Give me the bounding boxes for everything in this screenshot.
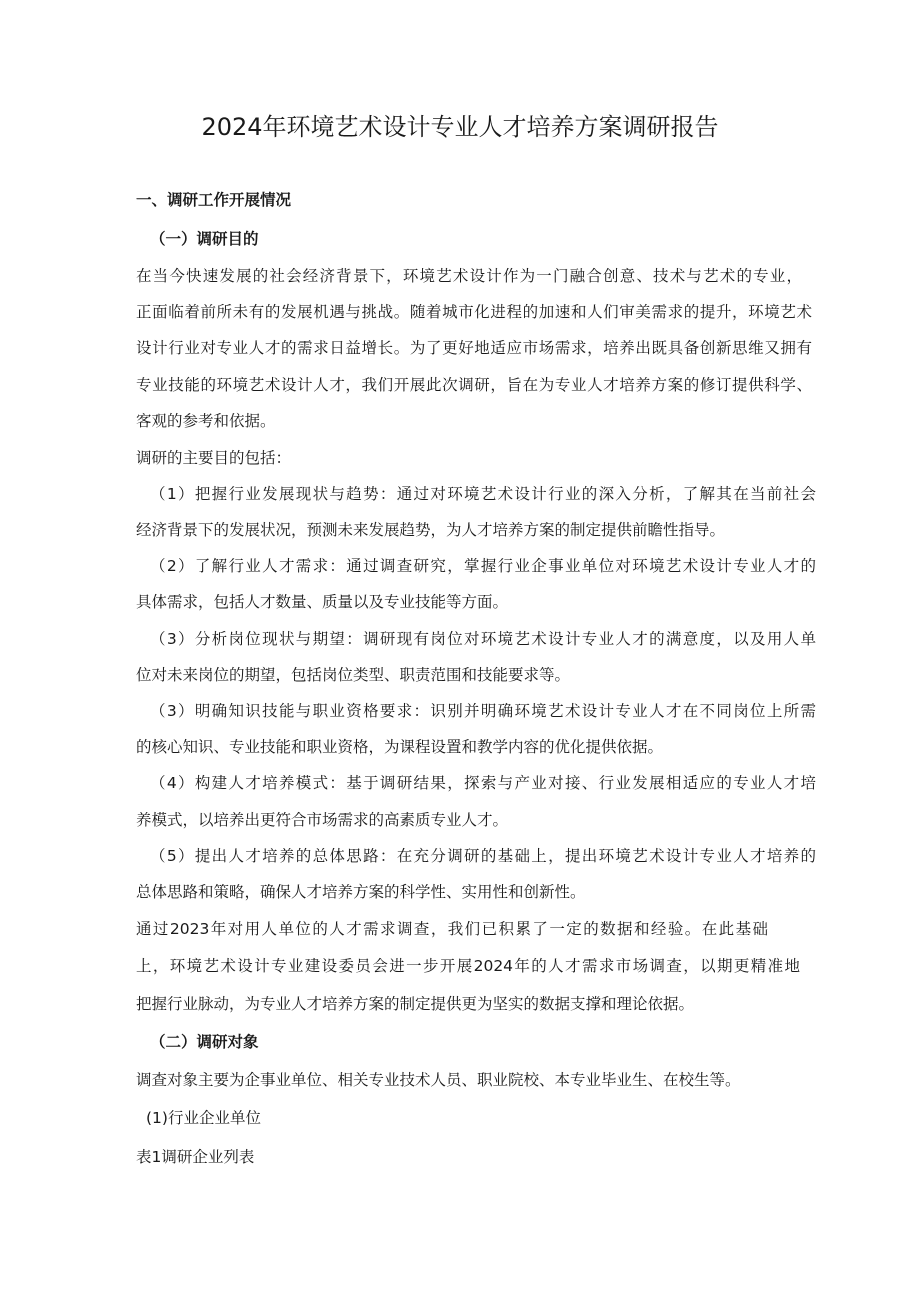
objects-item-1: (1)行业企业单位 (146, 1109, 261, 1127)
purpose-item-line: 养模式，以培养出更符合市场需求的高素质专业人才。 (136, 811, 509, 829)
survey-line-3: 把握行业脉动，为专业人才培养方案的制定提供更为坚实的数据支撑和理论依据。 (136, 995, 695, 1013)
purpose-item-line: 经济背景下的发展状况，预测未来发展趋势，为人才培养方案的制定提供前瞻性指导。 (136, 521, 726, 539)
purpose-item-line: 位对未来岗位的期望，包括岗位类型、职责范围和技能要求等。 (136, 666, 571, 684)
intro-line-2: 正面临着前所未有的发展机遇与挑战。随着城市化进程的加速和人们审美需求的提升，环境艺术 (136, 303, 812, 321)
section-heading: 一、调研工作开展情况 (136, 191, 292, 209)
purpose-item-line: （3）分析岗位现状与期望：调研现有岗位对环境艺术设计专业人才的满意度，以及用人单 (150, 630, 816, 648)
document-title: 2024年环境艺术设计专业人才培养方案调研报告 (201, 113, 719, 141)
purpose-item-line: （3）明确知识技能与职业资格要求：识别并明确环境艺术设计专业人才在不同岗位上所需 (150, 702, 816, 720)
purpose-item-line: （5）提出人才培养的总体思路：在充分调研的基础上，提出环境艺术设计专业人才培养的 (150, 847, 816, 865)
subsection-heading-purpose: （一）调研目的 (150, 230, 259, 248)
purpose-item-line: 具体需求，包括人才数量、质量以及专业技能等方面。 (136, 593, 509, 611)
survey-line-2: 上，环境艺术设计专业建设委员会进一步开展2024年的人才需求市场调查，以期更精准地 (136, 957, 800, 975)
purpose-item-line: （4）构建人才培养模式：基于调研结果，探索与产业对接、行业发展相适应的专业人才培 (150, 774, 816, 792)
intro-line-5: 客观的参考和依据。 (136, 412, 276, 430)
intro-line-4: 专业技能的环境艺术设计人才，我们开展此次调研，旨在为专业人才培养方案的修订提供科学、 (136, 376, 812, 394)
purpose-item-line: （2）了解行业人才需求：通过调查研究，掌握行业企事业单位对环境艺术设计专业人才的 (150, 557, 816, 575)
subsection-heading-objects: （二）调研对象 (150, 1033, 259, 1051)
table-caption: 表1调研企业列表 (136, 1148, 255, 1166)
purposes-intro: 调研的主要目的包括： (136, 449, 292, 467)
purpose-item-line: 总体思路和策略，确保人才培养方案的科学性、实用性和创新性。 (136, 883, 586, 901)
purpose-item-line: （1）把握行业发展现状与趋势：通过对环境艺术设计行业的深入分析，了解其在当前社会 (150, 485, 816, 503)
intro-line-1: 在当今快速发展的社会经济背景下，环境艺术设计作为一门融合创意、技术与艺术的专业， (136, 267, 802, 285)
purpose-item-line: 的核心知识、专业技能和职业资格，为课程设置和教学内容的优化提供依据。 (136, 738, 664, 756)
survey-line-1: 通过2023年对用人单位的人才需求调查，我们已积累了一定的数据和经验。在此基础 (136, 920, 768, 938)
intro-line-3: 设计行业对专业人才的需求日益增长。为了更好地适应市场需求，培养出既具备创新思维又拥有 (136, 339, 812, 357)
objects-line: 调查对象主要为企事业单位、相关专业技术人员、职业院校、本专业毕业生、在校生等。 (136, 1071, 741, 1089)
